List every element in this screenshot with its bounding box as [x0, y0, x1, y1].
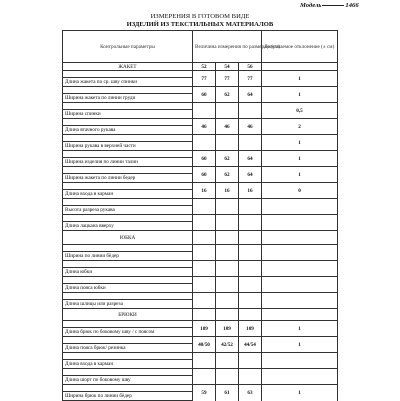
tolerance-cell: 0	[262, 183, 338, 199]
value-cell	[216, 215, 239, 231]
value-cell	[216, 261, 239, 277]
skirt-row-3	[63, 293, 338, 300]
value-cell	[216, 199, 239, 215]
value-cell: 46	[216, 119, 239, 135]
param-label: Длина шорт по боковому шву	[63, 376, 193, 385]
table-header-row	[63, 31, 338, 63]
value-cell	[193, 353, 216, 369]
value-cell	[239, 231, 262, 245]
page-title	[0, 13, 400, 29]
value-cell: 44/54	[239, 337, 262, 353]
measurement-table	[62, 30, 338, 401]
param-label: Длина шлицы или разреза	[63, 300, 193, 309]
jacket-row-3	[63, 119, 338, 126]
value-cell: 77	[193, 71, 216, 87]
model-number: 1466	[345, 2, 359, 9]
label-spacer	[63, 199, 193, 206]
section-label-skirt: ЮБКА	[63, 231, 193, 245]
value-cell	[239, 261, 262, 277]
tolerance-cell	[262, 277, 338, 293]
title-line-1: ИЗМЕРЕНИЯ В ГОТОВОМ ВИДЕ	[150, 13, 250, 20]
param-label: Ширина жакета по линии бедер	[63, 174, 193, 183]
section-label-trousers: БРЮКИ	[63, 309, 193, 321]
label-spacer	[63, 119, 193, 126]
value-cell: 77	[239, 71, 262, 87]
label-spacer	[63, 245, 193, 252]
value-cell	[216, 369, 239, 385]
label-spacer	[63, 167, 193, 174]
value-cell	[239, 215, 262, 231]
label-spacer	[63, 215, 193, 222]
tolerance-cell: 1	[262, 71, 338, 87]
jacket-row-5	[63, 151, 338, 158]
value-cell: 46	[239, 119, 262, 135]
param-label: Длина пояса юбки	[63, 284, 193, 293]
tolerance-cell: 1	[262, 337, 338, 353]
tolerance-cell	[262, 309, 338, 321]
value-cell: 63	[239, 385, 262, 401]
value-cell	[239, 309, 262, 321]
param-label: Высота разреза рукава	[63, 206, 193, 215]
value-cell: 64	[239, 151, 262, 167]
tolerance-cell: 0,5	[262, 103, 338, 119]
tolerance-cell: 2	[262, 119, 338, 135]
tolerance-cell	[262, 369, 338, 385]
tolerance-cell	[262, 231, 338, 245]
value-cell: 60	[193, 87, 216, 103]
value-cell	[193, 277, 216, 293]
value-cell	[193, 231, 216, 245]
value-cell	[216, 231, 239, 245]
trousers-row-3	[63, 369, 338, 376]
value-cell	[216, 309, 239, 321]
trousers-section-row	[63, 309, 338, 321]
label-spacer	[63, 369, 193, 376]
label-spacer	[63, 135, 193, 142]
value-cell	[239, 353, 262, 369]
jacket-row-7	[63, 183, 338, 190]
label-spacer	[63, 71, 193, 78]
label-spacer	[63, 151, 193, 158]
value-cell: 16	[216, 183, 239, 199]
size-header-52: 52	[193, 63, 216, 71]
value-cell: 46	[193, 119, 216, 135]
value-cell	[216, 353, 239, 369]
tolerance-cell	[262, 199, 338, 215]
param-label: Длина юбки	[63, 268, 193, 277]
label-spacer	[63, 321, 193, 328]
value-cell	[239, 293, 262, 309]
value-cell	[239, 369, 262, 385]
value-cell	[193, 369, 216, 385]
param-label: Длина брюк по боковому шву / с поясом	[63, 328, 193, 337]
model-underline	[322, 5, 344, 6]
value-cell	[239, 199, 262, 215]
value-cell: 60	[193, 167, 216, 183]
skirt-row-2	[63, 277, 338, 284]
value-cell	[239, 103, 262, 119]
model-label	[300, 2, 359, 9]
value-cell	[193, 135, 216, 151]
jacket-row-6	[63, 167, 338, 174]
value-cell	[193, 245, 216, 261]
jacket-row-1	[63, 87, 338, 94]
jacket-row-4	[63, 135, 338, 142]
value-cell	[239, 135, 262, 151]
value-cell: 42/52	[216, 337, 239, 353]
tolerance-cell: 1	[262, 151, 338, 167]
value-cell: 59	[193, 385, 216, 401]
param-label: Длина жакета по ср. шву спинки	[63, 78, 193, 87]
jacket-row-8	[63, 199, 338, 206]
header-tolerance: Допускаемое отклонение (± см)	[262, 31, 338, 63]
value-cell: 109	[193, 321, 216, 337]
trousers-row-1	[63, 337, 338, 344]
size-header-56: 56	[239, 63, 262, 71]
label-spacer	[63, 261, 193, 268]
label-spacer	[63, 293, 193, 300]
value-cell	[193, 261, 216, 277]
tolerance-cell	[262, 353, 338, 369]
model-label-text: Модель	[300, 2, 322, 9]
label-spacer	[63, 183, 193, 190]
param-label: Длина пояса брюк/ резинка	[63, 344, 193, 353]
section-label-jacket: ЖАКЕТ	[63, 63, 193, 71]
jacket-row-2	[63, 103, 338, 110]
value-cell: 62	[216, 87, 239, 103]
skirt-row-1	[63, 261, 338, 268]
value-cell: 77	[216, 71, 239, 87]
tolerance-cell: 1	[262, 385, 338, 401]
value-cell: 109	[216, 321, 239, 337]
label-spacer	[63, 103, 193, 110]
value-cell	[216, 135, 239, 151]
tolerance-cell: 1	[262, 87, 338, 103]
param-label: Ширина жакета по линии груди	[63, 94, 193, 103]
skirt-row-0	[63, 245, 338, 252]
value-cell	[239, 277, 262, 293]
param-label: Длина втачного рукава	[63, 126, 193, 135]
label-spacer	[63, 277, 193, 284]
param-label: Ширина рукава в верхней части	[63, 142, 193, 151]
param-label: Длина входа в карман	[63, 190, 193, 199]
tolerance-cell	[262, 261, 338, 277]
param-label: Длина входа в карман	[63, 360, 193, 369]
param-label: Ширина спинки	[63, 110, 193, 119]
param-label: Ширина по линии бёдер	[63, 252, 193, 261]
value-cell	[216, 245, 239, 261]
param-label: Ширина брюк по линии бёдер	[63, 392, 193, 401]
value-cell	[216, 293, 239, 309]
trousers-row-4	[63, 385, 338, 392]
param-label: Ширина изделия по линии талии	[63, 158, 193, 167]
value-cell: 60	[193, 151, 216, 167]
value-cell: 109	[239, 321, 262, 337]
value-cell	[193, 215, 216, 231]
tolerance-cell: 1	[262, 135, 338, 151]
value-cell: 64	[239, 87, 262, 103]
label-spacer	[63, 87, 193, 94]
tolerance-cell: 1	[262, 167, 338, 183]
tolerance-cell: 1	[262, 321, 338, 337]
value-cell: 61	[216, 385, 239, 401]
value-cell	[193, 199, 216, 215]
trousers-row-0	[63, 321, 338, 328]
value-cell: 16	[193, 183, 216, 199]
header-param: Контрольные параметры	[63, 31, 193, 63]
tolerance-cell	[262, 293, 338, 309]
label-spacer	[63, 337, 193, 344]
tolerance-cell	[262, 245, 338, 261]
value-cell	[193, 309, 216, 321]
tolerance-cell	[262, 215, 338, 231]
value-cell	[216, 277, 239, 293]
label-spacer	[63, 353, 193, 360]
title-line-2: ИЗДЕЛИЙ ИЗ ТЕКСТИЛЬНЫХ МАТЕРИАЛОВ	[126, 21, 274, 28]
trousers-row-2	[63, 353, 338, 360]
jacket-row-0	[63, 71, 338, 78]
value-cell	[239, 245, 262, 261]
value-cell: 40/50	[193, 337, 216, 353]
value-cell: 62	[216, 167, 239, 183]
value-cell	[216, 103, 239, 119]
size-header-54: 54	[216, 63, 239, 71]
tolerance-cell	[262, 63, 338, 71]
value-cell: 64	[239, 167, 262, 183]
skirt-section-row	[63, 231, 338, 245]
value-cell: 16	[239, 183, 262, 199]
value-cell: 62	[216, 151, 239, 167]
param-label: Длина лацкана вверху	[63, 222, 193, 231]
header-size: Величина измерения по размерам (см)	[193, 31, 262, 63]
jacket-section-row	[63, 63, 338, 71]
value-cell	[193, 293, 216, 309]
value-cell	[193, 103, 216, 119]
label-spacer	[63, 385, 193, 392]
jacket-row-9	[63, 215, 338, 222]
